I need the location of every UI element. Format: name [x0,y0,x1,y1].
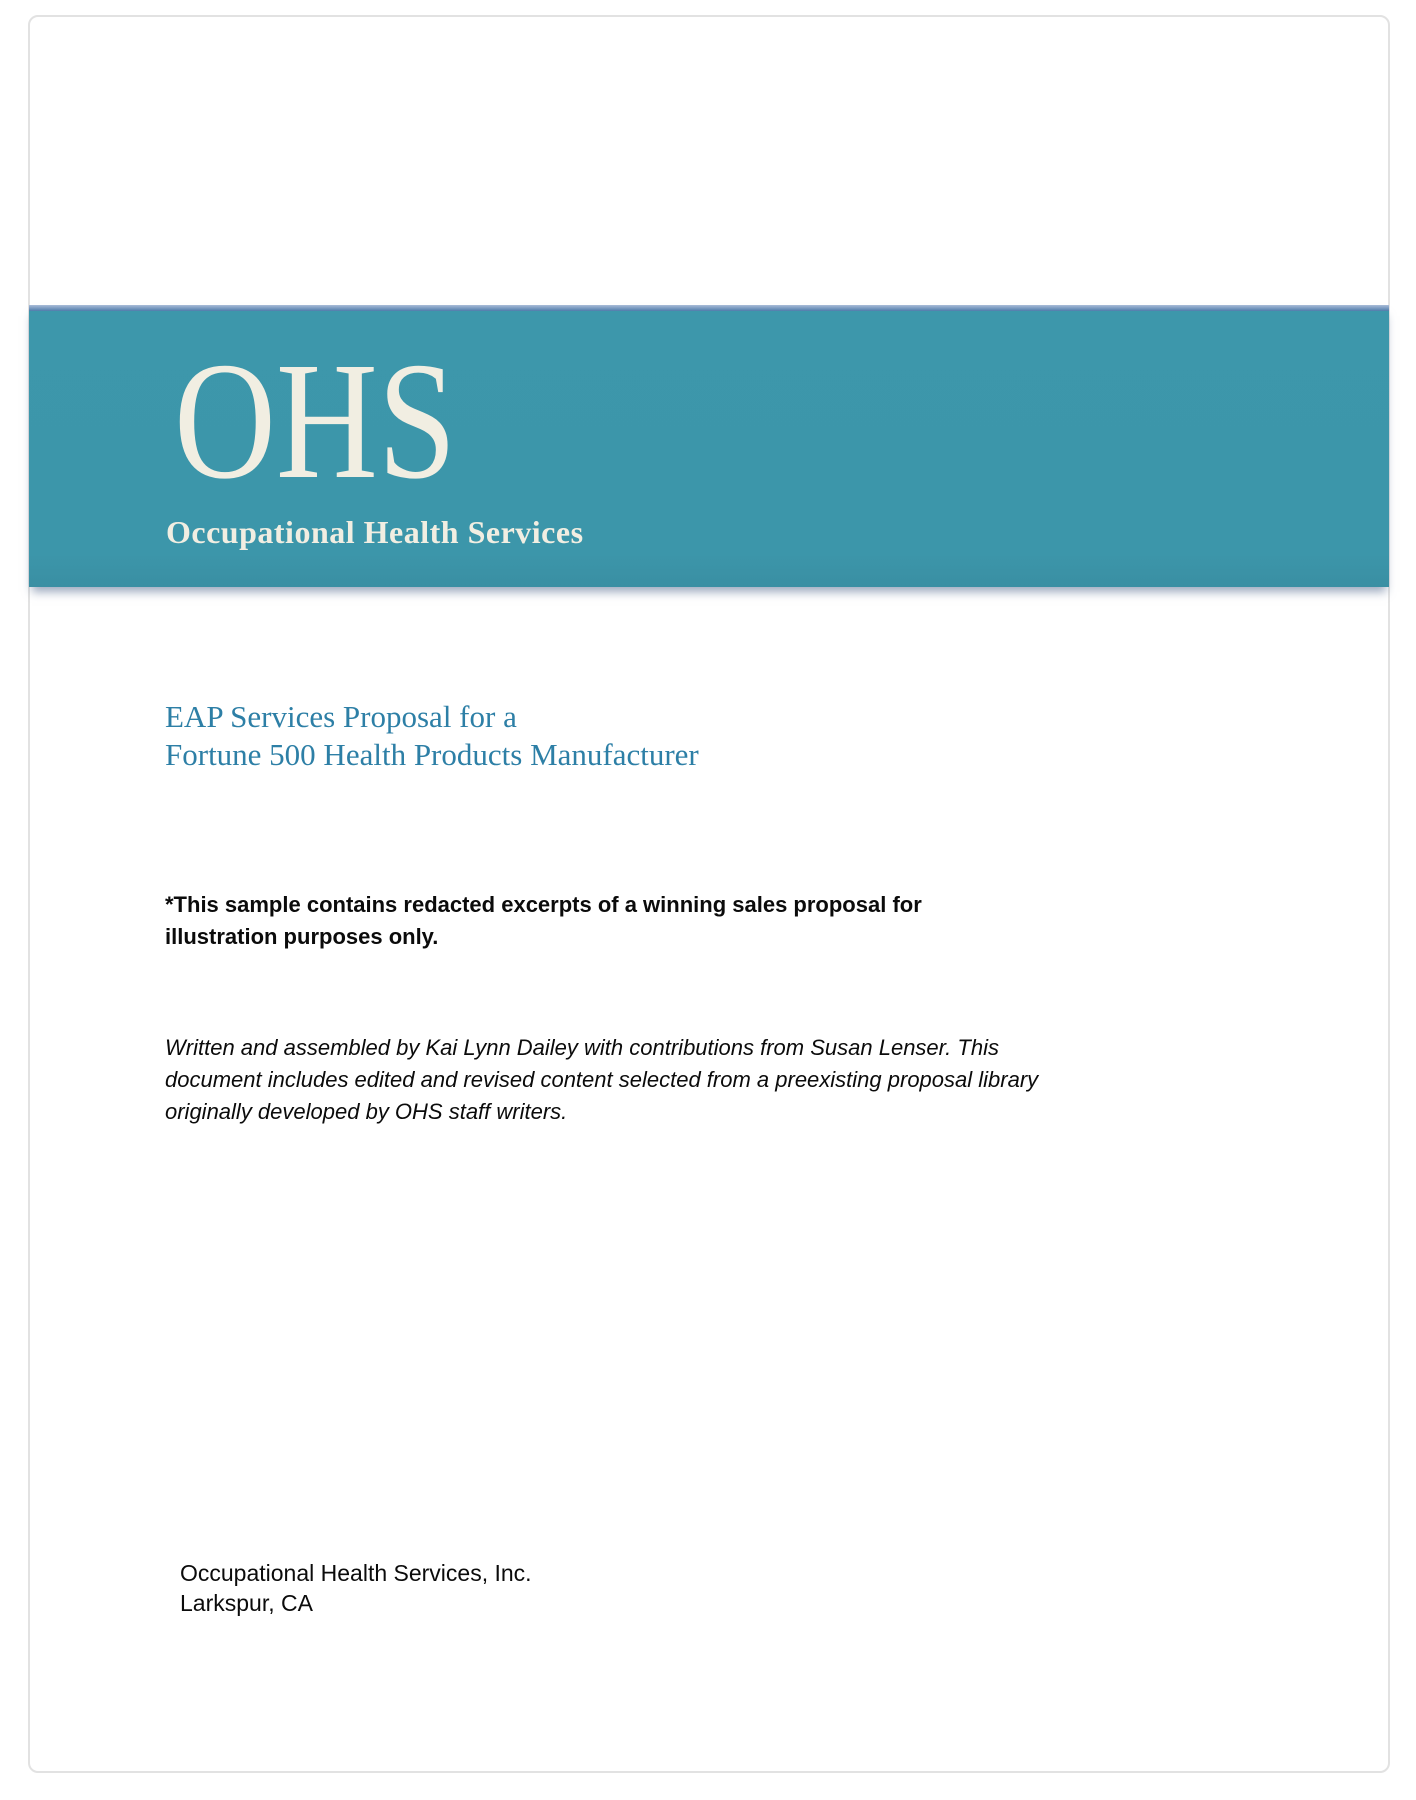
ohs-logo: OHS [174,328,457,514]
company-location: Larkspur, CA [180,1590,313,1616]
attribution-note [165,1032,1038,1128]
disclaimer-line2: illustration purposes only. [165,924,439,949]
disclaimer-line1: *This sample contains redacted excerpts of a winning sales proposal for [165,892,922,917]
brand-banner [29,305,1389,587]
company-name: Occupational Health Services, Inc. [180,1560,532,1586]
document-title [165,698,699,774]
attribution-line2: document includes edited and revised content selected from a preexisting proposal library [165,1067,1039,1092]
document-title-line2: Fortune 500 Health Products Manufacturer [165,737,699,772]
attribution-line1: Written and assembled by Kai Lynn Dailey with contributions from Susan Lenser. This [165,1035,999,1060]
company-address [180,1558,532,1618]
document-page [28,15,1390,1773]
attribution-line3: originally developed by OHS staff writers. [165,1099,568,1124]
banner-subtitle: Occupational Health Services [166,514,584,550]
disclaimer-note [165,889,922,953]
document-title-line1: EAP Services Proposal for a [165,699,517,734]
